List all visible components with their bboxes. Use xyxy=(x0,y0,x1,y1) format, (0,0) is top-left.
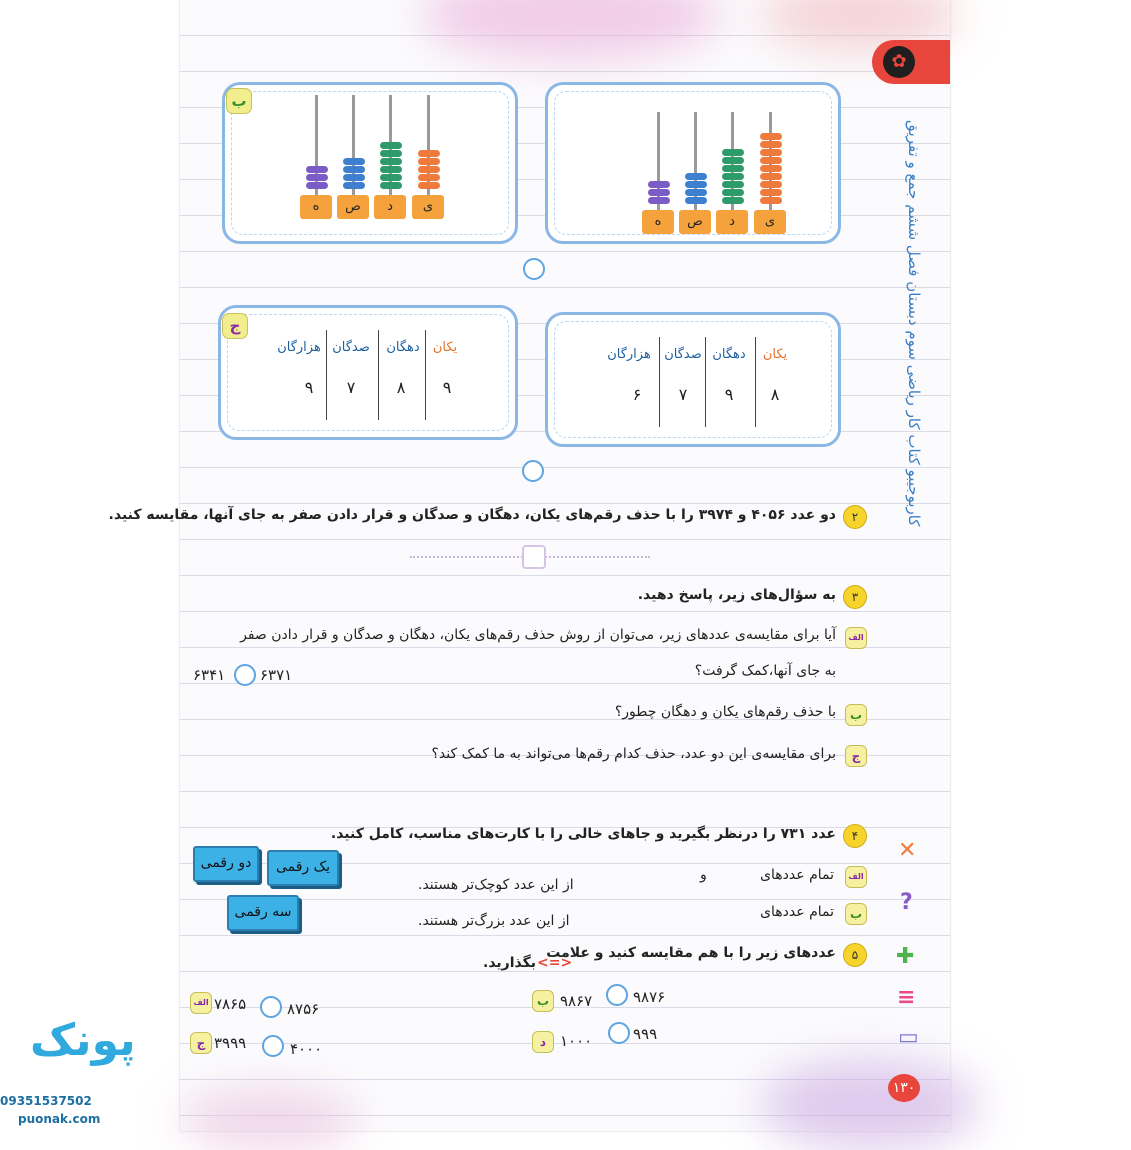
bead-blue xyxy=(685,189,707,196)
place-label-s: ص xyxy=(337,195,369,219)
sub-badge-alef: الف xyxy=(845,866,867,888)
bead-blue xyxy=(685,181,707,188)
question-icon: ? xyxy=(900,890,913,915)
compare-left-number: ۹۸۷۶ xyxy=(633,988,666,1006)
compare-circle[interactable] xyxy=(608,1022,630,1044)
sidebar-text: کاربوجیبو کتاب کار ریاضی سوم دبستان فصل ششم جمع و تفریق xyxy=(905,120,923,527)
bead-orange xyxy=(760,133,782,140)
question-4a-text2: از این عدد کوچک‌تر هستند. xyxy=(418,877,574,893)
digit-thousands: ۶ xyxy=(632,385,642,404)
watermark-phone: 09351537502 xyxy=(0,1094,92,1108)
bead-orange xyxy=(418,174,440,181)
compare-circle[interactable] xyxy=(234,664,256,686)
question-4b-text2: از این عدد بزرگ‌تر هستند. xyxy=(418,913,570,929)
bead-purple xyxy=(306,166,328,173)
digit-ones: ۸ xyxy=(770,385,780,404)
place-table-box-d xyxy=(545,312,841,447)
digit-tens: ۹ xyxy=(724,385,734,404)
compare-circle[interactable] xyxy=(262,1035,284,1057)
watermark-logo: پونک xyxy=(30,1015,136,1066)
compare-right-number: ۹۸۶۷ xyxy=(560,992,593,1010)
answer-circle[interactable] xyxy=(523,258,545,280)
header-thousands: هزارگان xyxy=(277,340,321,355)
sub-badge-be: ب xyxy=(845,903,867,925)
plus-icon: ✚ xyxy=(896,944,915,969)
bead-blue xyxy=(343,166,365,173)
column-divider xyxy=(425,330,426,420)
question-4b-text1: تمام عددهای xyxy=(760,904,834,920)
column-divider xyxy=(659,337,660,427)
compare-left-number: ۴۰۰۰ xyxy=(290,1040,323,1058)
bead-green xyxy=(380,150,402,157)
question-number-2: ۲ xyxy=(843,505,867,529)
sub-badge-alef: الف xyxy=(845,627,867,649)
bead-blue xyxy=(685,197,707,204)
multiply-icon: ✕ xyxy=(898,838,917,863)
bead-green xyxy=(722,165,744,172)
compare-left-number: ۸۷۵۶ xyxy=(287,1000,320,1018)
bead-purple xyxy=(648,189,670,196)
compare-circle[interactable] xyxy=(260,996,282,1018)
comparison-signs: <=> xyxy=(537,955,573,971)
question-3a-line1: آیا برای مقایسه‌ی عددهای زیر، می‌توان از روش حذف رقم‌های یکان، دهگان و صدگان و قرار دادن صفر xyxy=(240,627,836,643)
compare-right-number: ۳۹۹۹ xyxy=(214,1034,247,1052)
bead-green xyxy=(722,149,744,156)
box-badge-b: ب xyxy=(226,88,252,114)
bead-blue xyxy=(343,174,365,181)
bead-orange xyxy=(760,149,782,156)
bead-green xyxy=(722,157,744,164)
column-divider xyxy=(378,330,379,420)
sub-badge-be: ب xyxy=(532,990,554,1012)
answer-circle[interactable] xyxy=(522,460,544,482)
header-ones: یکان xyxy=(762,347,788,362)
bead-blue xyxy=(343,182,365,189)
bead-orange xyxy=(760,165,782,172)
bead-green xyxy=(380,174,402,181)
bead-orange xyxy=(760,157,782,164)
bead-orange xyxy=(418,150,440,157)
bead-green xyxy=(722,189,744,196)
bead-purple xyxy=(306,182,328,189)
question-number-3: ۳ xyxy=(843,585,867,609)
sub-badge-dal: د xyxy=(532,1031,554,1053)
question-3c-text: برای مقایسه‌ی این دو عدد، حذف کدام رقم‌ها می‌تواند به ما کمک کند؟ xyxy=(431,746,836,762)
digit-thousands: ۹ xyxy=(304,378,314,397)
place-label-s: ص xyxy=(679,210,711,234)
bead-orange xyxy=(760,189,782,196)
sub-badge-jim: ج xyxy=(845,745,867,767)
digit-hundreds: ۷ xyxy=(346,378,356,397)
place-label-d: د xyxy=(374,195,406,219)
card-three-digit[interactable]: سه رقمی xyxy=(227,895,299,931)
question-2-text: دو عدد ۴۰۵۶ و ۳۹۷۴ را با حذف رقم‌های یکان، دهگان و صدگان و قرار دادن صفر به جای آنها، مقایسه کنید. xyxy=(108,507,836,523)
card-one-digit[interactable]: یک رقمی xyxy=(267,850,339,886)
question-4a-and: و xyxy=(700,867,707,883)
digit-ones: ۹ xyxy=(442,378,452,397)
digit-hundreds: ۷ xyxy=(678,385,688,404)
column-divider xyxy=(755,337,756,427)
place-label-d: د xyxy=(716,210,748,234)
compare-right-number: ۱۰۰۰ xyxy=(560,1032,593,1050)
watercolor-bottom-left xyxy=(180,1090,360,1150)
bead-purple xyxy=(648,181,670,188)
watercolor-bottom xyxy=(760,1060,980,1150)
column-divider xyxy=(326,330,327,420)
equals-icon: ≡ xyxy=(897,985,916,1010)
header-ones: یکان xyxy=(432,340,458,355)
flower-icon: ✿ xyxy=(883,46,915,78)
abacus-box-b xyxy=(222,82,518,244)
bead-green xyxy=(380,142,402,149)
question-5-title: عددهای زیر را با هم مقایسه کنید و علامت xyxy=(546,945,836,961)
sub-badge-be: ب xyxy=(845,704,867,726)
place-label-y: ی xyxy=(412,195,444,219)
bead-green xyxy=(722,181,744,188)
sidebar-title xyxy=(905,100,927,527)
compare-right-number: ۶۳۴۱ xyxy=(193,666,226,684)
question-3a-line2: به جای آنها،کمک گرفت؟ xyxy=(694,663,836,679)
page-number: ۱۳۰ xyxy=(888,1074,920,1102)
header-hundreds: صدگان xyxy=(664,347,702,362)
header-tens: دهگان xyxy=(712,347,746,362)
bead-orange xyxy=(760,197,782,204)
card-two-digit[interactable]: دو رقمی xyxy=(193,846,259,882)
bead-blue xyxy=(685,173,707,180)
compare-left-number: ۶۳۷۱ xyxy=(260,666,293,684)
header-hundreds: صدگان xyxy=(332,340,370,355)
place-label-h: ه xyxy=(642,210,674,234)
compare-left-number: ۹۹۹ xyxy=(633,1025,658,1043)
place-table-box-c xyxy=(218,305,518,440)
bead-purple xyxy=(306,174,328,181)
bead-green xyxy=(380,158,402,165)
question-number-4: ۴ xyxy=(843,824,867,848)
bead-orange xyxy=(760,173,782,180)
bead-orange xyxy=(418,166,440,173)
bead-orange xyxy=(760,181,782,188)
header-thousands: هزارگان xyxy=(607,347,651,362)
bead-green xyxy=(380,166,402,173)
question-3b-text: با حذف رقم‌های یکان و دهگان چطور؟ xyxy=(614,704,836,720)
question-5-title-end: بگذارید. xyxy=(483,955,537,971)
compare-right-number: ۷۸۶۵ xyxy=(214,995,247,1013)
bead-orange xyxy=(418,158,440,165)
question-number-5: ۵ xyxy=(843,943,867,967)
bead-blue xyxy=(343,158,365,165)
bead-orange xyxy=(760,141,782,148)
sub-badge-alef: الف xyxy=(190,992,212,1014)
watermark-site: puonak.com xyxy=(18,1112,101,1126)
minus-icon: ▭ xyxy=(898,1025,919,1050)
bead-purple xyxy=(648,197,670,204)
column-divider xyxy=(705,337,706,427)
compare-circle[interactable] xyxy=(606,984,628,1006)
header-tens: دهگان xyxy=(386,340,420,355)
place-label-h: ه xyxy=(300,195,332,219)
digit-tens: ۸ xyxy=(396,378,406,397)
bead-green xyxy=(722,173,744,180)
question-4-title: عدد ۷۳۱ را درنظر بگیرید و جاهای خالی را با کارت‌های مناسب، کامل کنید. xyxy=(330,826,836,842)
answer-box[interactable] xyxy=(522,545,546,569)
place-label-y: ی xyxy=(754,210,786,234)
question-3-title: به سؤال‌های زیر، پاسخ دهید. xyxy=(637,587,836,603)
bead-green xyxy=(380,182,402,189)
box-badge-c: ج xyxy=(222,313,248,339)
bead-orange xyxy=(418,182,440,189)
sub-badge-jim: ج xyxy=(190,1032,212,1054)
bead-green xyxy=(722,197,744,204)
question-4a-text1: تمام عددهای xyxy=(760,867,834,883)
